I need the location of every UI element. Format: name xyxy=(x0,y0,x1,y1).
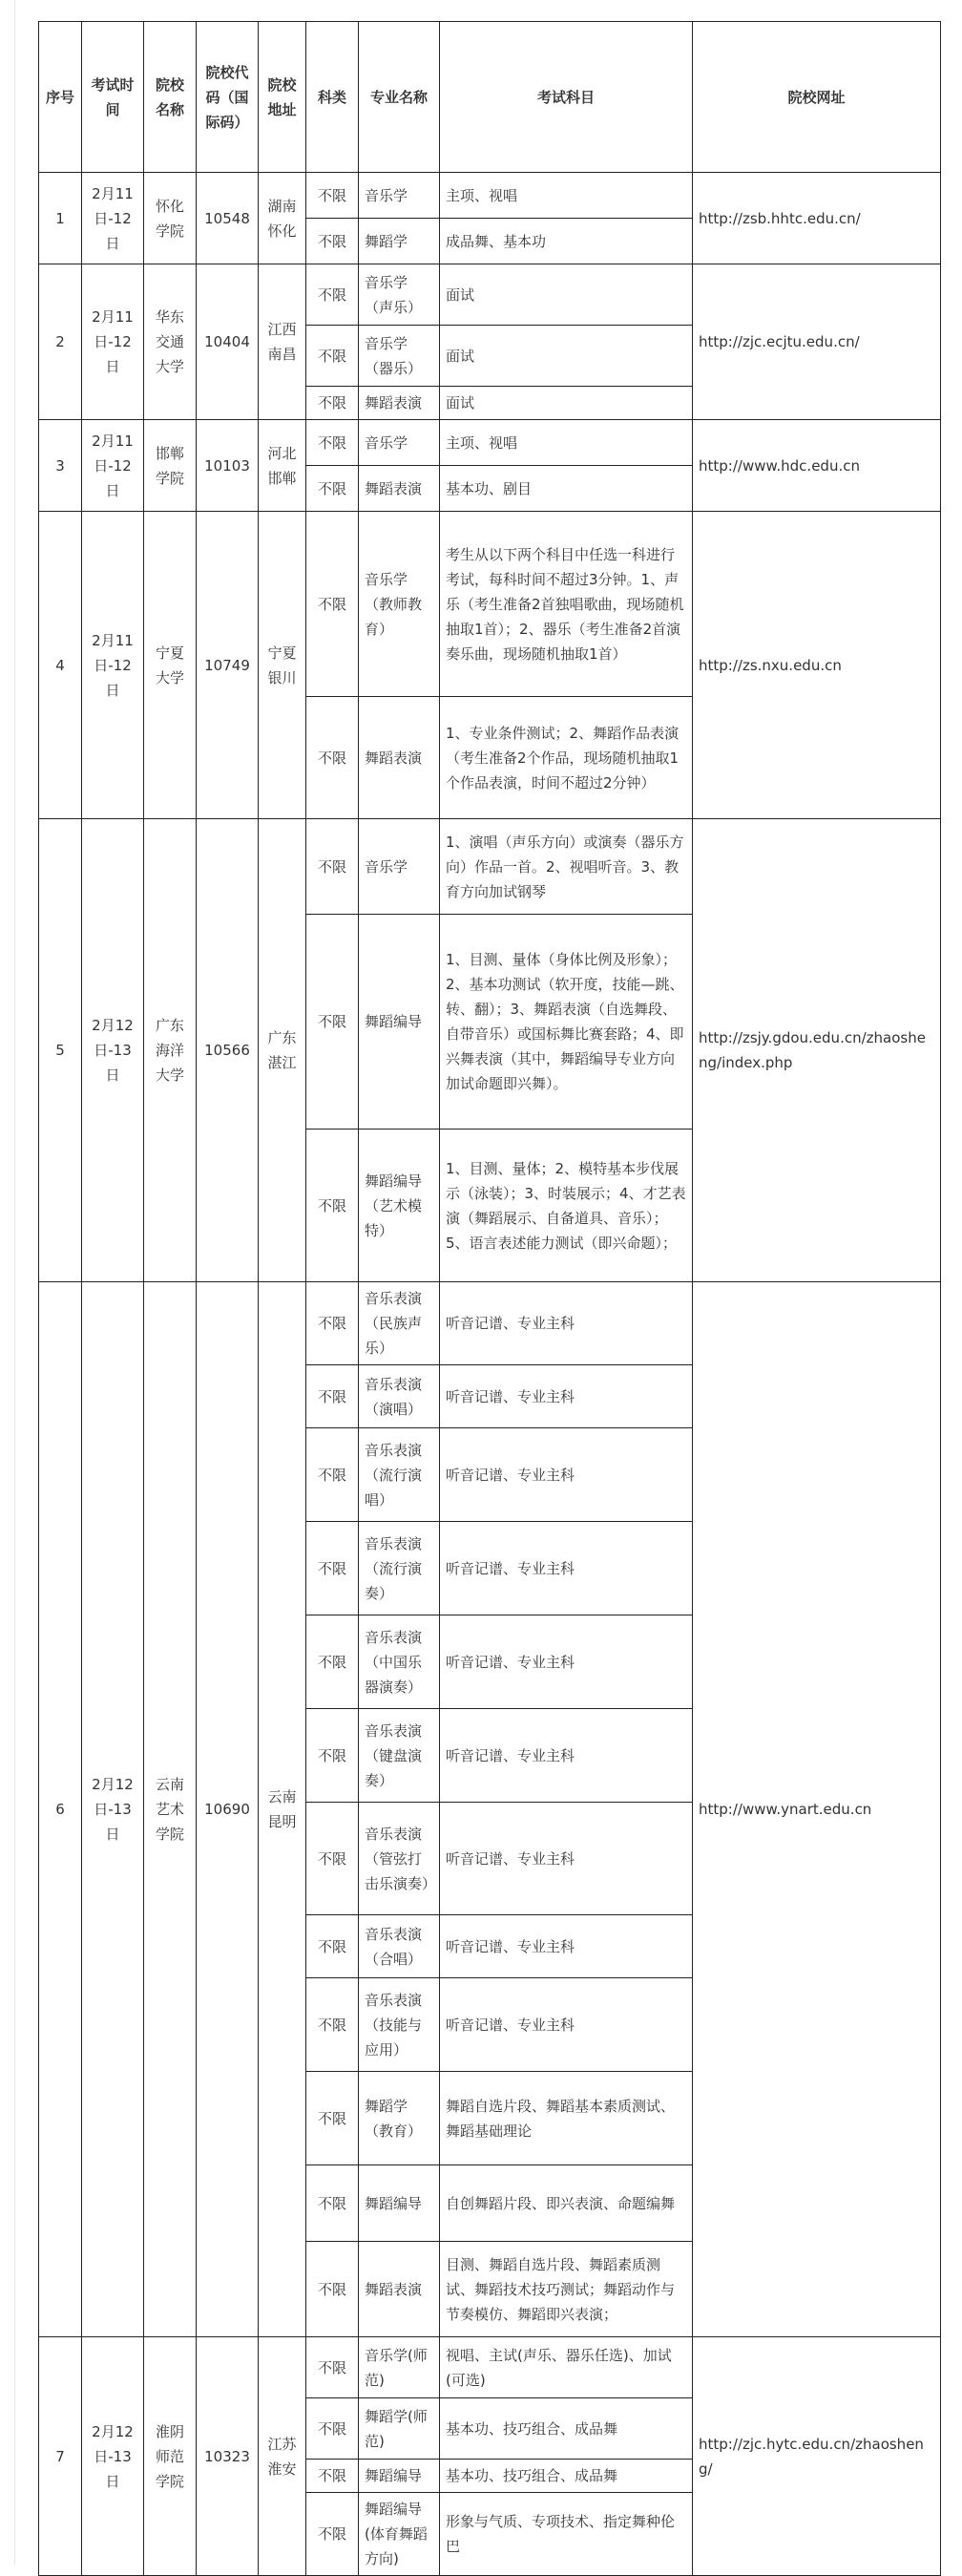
kelei: 不限 xyxy=(306,264,359,326)
exam-subject: 自创舞蹈片段、即兴表演、命题编舞 xyxy=(440,2165,693,2242)
exam-time: 2月12日-13日 xyxy=(82,2337,144,2576)
exam-subject: 面试 xyxy=(440,326,693,387)
major-name: 音乐表演（流行演唱） xyxy=(359,1428,440,1522)
school-url[interactable]: http://zjc.ecjtu.edu.cn/ xyxy=(693,264,941,420)
exam-subject: 主项、视唱 xyxy=(440,173,693,219)
major-name: 音乐表演（流行演奏） xyxy=(359,1522,440,1615)
kelei: 不限 xyxy=(306,2072,359,2165)
kelei: 不限 xyxy=(306,2398,359,2460)
exam-subject: 主项、视唱 xyxy=(440,420,693,466)
row-number: 1 xyxy=(39,173,82,264)
exam-subject: 成品舞、基本功 xyxy=(440,219,693,264)
exam-subject: 基本功、技巧组合、成品舞 xyxy=(440,2460,693,2493)
exam-time: 2月11日-12日 xyxy=(82,173,144,264)
row-number: 7 xyxy=(39,2337,82,2576)
school-address: 广东湛江 xyxy=(259,819,306,1282)
major-name: 音乐学 xyxy=(359,819,440,915)
major-name: 舞蹈编导 xyxy=(359,915,440,1130)
school-code: 10404 xyxy=(197,264,259,420)
col-header-major: 专业名称 xyxy=(359,22,440,173)
exam-subject: 听音记谱、专业主科 xyxy=(440,1615,693,1709)
row-number: 6 xyxy=(39,1282,82,2337)
major-name: 音乐学（教师教育） xyxy=(359,512,440,697)
col-header-code: 院校代码（国际码） xyxy=(197,22,259,173)
major-name: 舞蹈编导(体育舞蹈方向) xyxy=(359,2493,440,2576)
school-code: 10749 xyxy=(197,512,259,819)
school-address: 宁夏银川 xyxy=(259,512,306,819)
kelei: 不限 xyxy=(306,1428,359,1522)
major-name: 音乐表演（合唱） xyxy=(359,1915,440,1978)
kelei: 不限 xyxy=(306,219,359,264)
exam-subject: 听音记谱、专业主科 xyxy=(440,1709,693,1803)
exam-subject: 基本功、剧目 xyxy=(440,466,693,512)
school-url[interactable]: http://zs.nxu.edu.cn xyxy=(693,512,941,819)
exam-time: 2月11日-12日 xyxy=(82,264,144,420)
row-number: 2 xyxy=(39,264,82,420)
major-name: 舞蹈表演 xyxy=(359,466,440,512)
exam-subject: 听音记谱、专业主科 xyxy=(440,1915,693,1978)
kelei: 不限 xyxy=(306,915,359,1130)
exam-subject: 1、专业条件测试；2、舞蹈作品表演（考生准备2个作品，现场随机抽取1个作品表演，时间不超过2分钟） xyxy=(440,697,693,819)
kelei: 不限 xyxy=(306,1522,359,1615)
kelei: 不限 xyxy=(306,1615,359,1709)
exam-subject: 考生从以下两个科目中任选一科进行考试，每科时间不超过3分钟。1、声乐（考生准备2首独唱歌曲，现场随机抽取1首）；2、器乐（考生准备2首演奏乐曲，现场随机抽取1首） xyxy=(440,512,693,697)
exam-time: 2月11日-12日 xyxy=(82,420,144,512)
school-url[interactable]: http://www.hdc.edu.cn xyxy=(693,420,941,512)
major-name: 舞蹈学（教育） xyxy=(359,2072,440,2165)
school-code: 10566 xyxy=(197,819,259,1282)
major-name: 舞蹈表演 xyxy=(359,697,440,819)
kelei: 不限 xyxy=(306,1709,359,1803)
major-name: 音乐表演（民族声乐） xyxy=(359,1282,440,1365)
school-name: 华东交通大学 xyxy=(144,264,197,420)
major-name: 音乐学（器乐） xyxy=(359,326,440,387)
kelei: 不限 xyxy=(306,2493,359,2576)
table-row xyxy=(39,512,941,697)
exam-subject: 听音记谱、专业主科 xyxy=(440,1365,693,1428)
exam-time: 2月12日-13日 xyxy=(82,1282,144,2337)
exam-subject: 形象与气质、专项技术、指定舞种伦巴 xyxy=(440,2493,693,2576)
school-code: 10548 xyxy=(197,173,259,264)
col-header-url: 院校网址 xyxy=(693,22,941,173)
major-name: 音乐表演（技能与应用） xyxy=(359,1978,440,2072)
school-name: 邯郸学院 xyxy=(144,420,197,512)
kelei: 不限 xyxy=(306,2165,359,2242)
major-name: 舞蹈编导 xyxy=(359,2165,440,2242)
exam-subject: 1、目测、量体；2、模特基本步伐展示（泳装）；3、时装展示；4、才艺表演（舞蹈展示、自备道具、音乐）；5、语言表述能力测试（即兴命题）； xyxy=(440,1130,693,1282)
major-name: 舞蹈编导（艺术模特） xyxy=(359,1130,440,1282)
school-name: 淮阴师范学院 xyxy=(144,2337,197,2576)
row-number: 3 xyxy=(39,420,82,512)
exam-subject: 1、演唱（声乐方向）或演奏（器乐方向）作品一首。2、视唱听音。3、教育方向加试钢琴 xyxy=(440,819,693,915)
kelei: 不限 xyxy=(306,2337,359,2398)
major-name: 音乐表演（演唱） xyxy=(359,1365,440,1428)
table-row xyxy=(39,2337,941,2398)
kelei: 不限 xyxy=(306,1365,359,1428)
col-header-time: 考试时间 xyxy=(82,22,144,173)
exam-subject: 听音记谱、专业主科 xyxy=(440,1282,693,1365)
table-row xyxy=(39,420,941,466)
kelei: 不限 xyxy=(306,1803,359,1915)
school-address: 云南昆明 xyxy=(259,1282,306,2337)
major-name: 舞蹈表演 xyxy=(359,2242,440,2337)
table-row xyxy=(39,173,941,219)
school-code: 10323 xyxy=(197,2337,259,2576)
kelei: 不限 xyxy=(306,1915,359,1978)
col-header-kelei: 科类 xyxy=(306,22,359,173)
major-name: 音乐学(师范) xyxy=(359,2337,440,2398)
school-url[interactable]: http://zsb.hhtc.edu.cn/ xyxy=(693,173,941,264)
kelei: 不限 xyxy=(306,387,359,420)
kelei: 不限 xyxy=(306,1130,359,1282)
kelei: 不限 xyxy=(306,466,359,512)
exam-time: 2月12日-13日 xyxy=(82,819,144,1282)
kelei: 不限 xyxy=(306,819,359,915)
kelei: 不限 xyxy=(306,2242,359,2337)
major-name: 音乐学 xyxy=(359,420,440,466)
exam-schedule-table xyxy=(38,21,941,2576)
school-url[interactable]: http://www.ynart.edu.cn xyxy=(693,1282,941,2337)
major-name: 音乐学（声乐） xyxy=(359,264,440,326)
row-number: 4 xyxy=(39,512,82,819)
major-name: 舞蹈表演 xyxy=(359,387,440,420)
school-url[interactable]: http://zsjy.gdou.edu.cn/zhaosheng/index.php xyxy=(693,819,941,1282)
school-address: 江西南昌 xyxy=(259,264,306,420)
school-address: 湖南怀化 xyxy=(259,173,306,264)
kelei: 不限 xyxy=(306,1282,359,1365)
exam-subject: 目测、舞蹈自选片段、舞蹈素质测试、舞蹈技术技巧测试；舞蹈动作与节奏模仿、舞蹈即兴表演； xyxy=(440,2242,693,2337)
major-name: 音乐表演（键盘演奏） xyxy=(359,1709,440,1803)
exam-subject: 面试 xyxy=(440,264,693,326)
table-row xyxy=(39,1282,941,1365)
major-name: 音乐表演（中国乐器演奏） xyxy=(359,1615,440,1709)
row-number: 5 xyxy=(39,819,82,1282)
left-rule xyxy=(14,0,15,2565)
school-name: 广东海洋大学 xyxy=(144,819,197,1282)
kelei: 不限 xyxy=(306,1978,359,2072)
exam-subject: 面试 xyxy=(440,387,693,420)
school-url[interactable]: http://zjc.hytc.edu.cn/zhaosheng/ xyxy=(693,2337,941,2576)
exam-subject: 视唱、主试(声乐、器乐任选)、加试(可选) xyxy=(440,2337,693,2398)
school-name: 怀化学院 xyxy=(144,173,197,264)
school-address: 江苏淮安 xyxy=(259,2337,306,2576)
table-row xyxy=(39,264,941,326)
school-address: 河北邯郸 xyxy=(259,420,306,512)
exam-subject: 1、目测、量体（身体比例及形象）；2、基本功测试（软开度，技能—跳、转、翻）；3、舞蹈表演（自选舞段、自带音乐）或国标舞比赛套路；4、即兴舞表演（其中，舞蹈编导专业方向加试命题即兴舞）。 xyxy=(440,915,693,1130)
exam-subject: 舞蹈自选片段、舞蹈基本素质测试、舞蹈基础理论 xyxy=(440,2072,693,2165)
table-header-row xyxy=(39,22,941,173)
school-code: 10690 xyxy=(197,1282,259,2337)
kelei: 不限 xyxy=(306,512,359,697)
kelei: 不限 xyxy=(306,420,359,466)
table-row xyxy=(39,819,941,915)
col-header-address: 院校地址 xyxy=(259,22,306,173)
kelei: 不限 xyxy=(306,326,359,387)
exam-subject: 听音记谱、专业主科 xyxy=(440,1803,693,1915)
school-name: 宁夏大学 xyxy=(144,512,197,819)
exam-time: 2月11日-12日 xyxy=(82,512,144,819)
exam-subject: 听音记谱、专业主科 xyxy=(440,1522,693,1615)
major-name: 舞蹈学(师范) xyxy=(359,2398,440,2460)
exam-subject: 基本功、技巧组合、成品舞 xyxy=(440,2398,693,2460)
kelei: 不限 xyxy=(306,697,359,819)
school-code: 10103 xyxy=(197,420,259,512)
school-name: 云南艺术学院 xyxy=(144,1282,197,2337)
major-name: 音乐表演（管弦打击乐演奏） xyxy=(359,1803,440,1915)
col-header-school: 院校名称 xyxy=(144,22,197,173)
major-name: 舞蹈学 xyxy=(359,219,440,264)
col-header-subject: 考试科目 xyxy=(440,22,693,173)
kelei: 不限 xyxy=(306,173,359,219)
col-header-no: 序号 xyxy=(39,22,82,173)
exam-subject: 听音记谱、专业主科 xyxy=(440,1978,693,2072)
major-name: 音乐学 xyxy=(359,173,440,219)
exam-subject: 听音记谱、专业主科 xyxy=(440,1428,693,1522)
kelei: 不限 xyxy=(306,2460,359,2493)
major-name: 舞蹈编导 xyxy=(359,2460,440,2493)
